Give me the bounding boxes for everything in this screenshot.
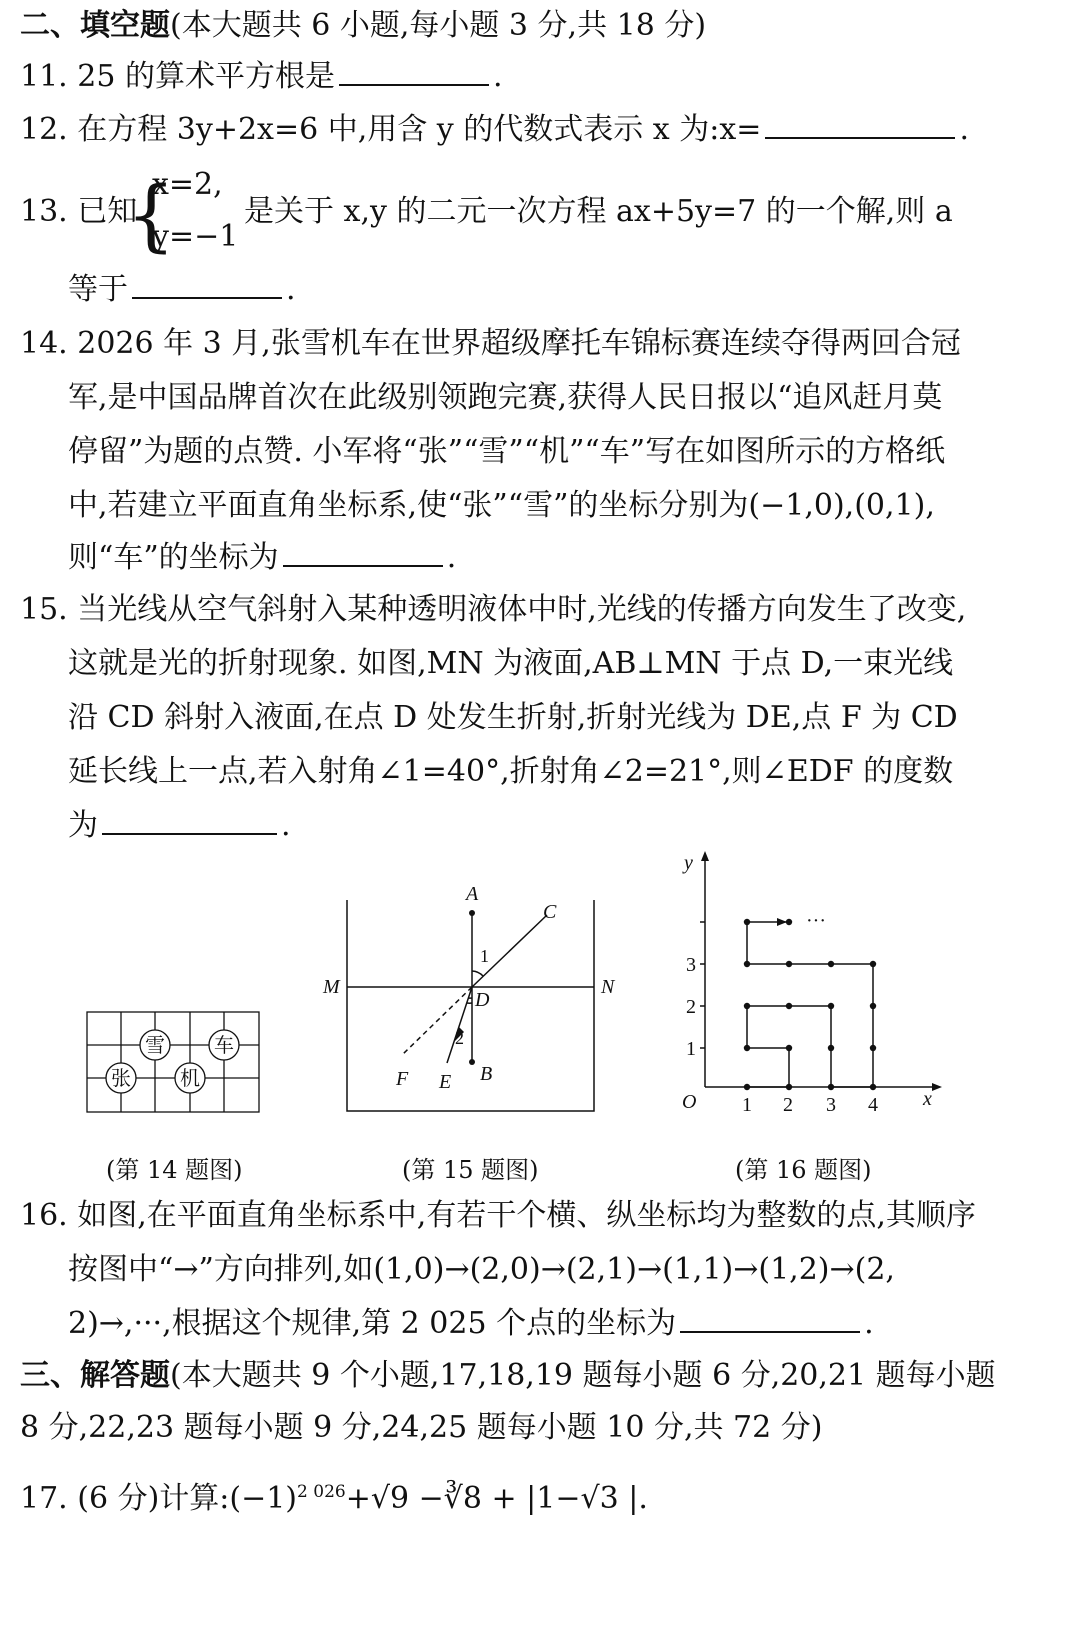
q17-prefix: 17. (6 分)计算:(−1) [20, 1481, 298, 1516]
system-eq-1: x=2, [152, 167, 223, 202]
q11-end: . [492, 59, 503, 94]
section3-title: 三、解答题 [20, 1358, 170, 1393]
q16-line2: 按图中“→”方向排列,如(1,0)→(2,0)→(2,1)→(1,1)→(1,2)→(2, [68, 1252, 895, 1287]
section3-note: (本大题共 9 个小题,17,18,19 题每小题 6 分,20,21 题每小题 [170, 1358, 996, 1393]
tick-y-2: 2 [686, 996, 696, 1018]
q15-line2: 这就是光的折射现象. 如图,MN 为液面,AB⊥MN 于点 D,一束光线 [68, 646, 954, 681]
tick-x-4: 4 [868, 1094, 878, 1116]
figure-15-refraction [320, 880, 640, 1130]
section3-note-line2: 8 分,22,23 题每小题 9 分,24,25 题每小题 10 分,共 72 分) [20, 1410, 823, 1445]
continuation-dots: ··· [806, 910, 826, 932]
q17-expression: +√9 −∛8 + |1−√3 | [345, 1481, 639, 1516]
system-eq-2: y=−1 [152, 219, 239, 254]
q15-end: . [281, 808, 291, 843]
q16-line3 [68, 1304, 874, 1344]
q13-line2-text: 等于 [68, 272, 128, 307]
q14-line4: 中,若建立平面直角坐标系,使“张”“雪”的坐标分别为(−1,0),(0,1), [68, 488, 935, 523]
q16-line1: 16. 如图,在平面直角坐标系中,有若干个横、纵坐标均为整数的点,其顺序 [20, 1198, 976, 1233]
label-E: E [439, 1071, 452, 1093]
q17-end: . [638, 1481, 648, 1516]
question-12 [20, 110, 969, 150]
figure-15-caption: (第 15 题图) [402, 1156, 539, 1184]
label-F: F [396, 1068, 409, 1090]
axis-x-label: x [923, 1088, 932, 1110]
section2-note: (本大题共 6 小题,每小题 3 分,共 18 分) [170, 8, 707, 43]
q12-end: . [959, 112, 969, 147]
question-13-line1 [20, 192, 137, 232]
question-13-line2 [68, 270, 296, 310]
q14-line5-text: 则“车”的坐标为 [68, 540, 279, 575]
figure-14-caption: (第 14 题图) [106, 1156, 243, 1184]
q13-rest: 是关于 x,y 的二元一次方程 ax+5y=7 的一个解,则 a [244, 194, 953, 229]
answer-blank-11[interactable] [339, 58, 489, 86]
q13-end: . [286, 272, 296, 307]
q12-text: 12. 在方程 3y+2x=6 中,用含 y 的代数式表示 x 为:x= [20, 112, 762, 147]
char-ji: 机 [180, 1068, 200, 1090]
q14-line1: 14. 2026 年 3 月,张雪机车在世界超级摩托车锦标赛连续夺得两回合冠 [20, 326, 961, 361]
tick-x-2: 2 [783, 1094, 793, 1116]
q15-line1: 15. 当光线从空气斜射入某种透明液体中时,光线的传播方向发生了改变, [20, 592, 967, 627]
figure-14-grid [86, 1010, 266, 1116]
char-xue: 雪 [145, 1035, 165, 1057]
answer-blank-12[interactable] [765, 111, 955, 139]
label-C: C [543, 901, 557, 923]
section2-header [20, 6, 706, 46]
q15-line4: 延长线上一点,若入射角∠1=40°,折射角∠2=21°,则∠EDF 的度数 [68, 754, 954, 789]
label-A: A [466, 883, 479, 905]
q15-line5-text: 为 [68, 808, 98, 843]
q13-prefix: 13. 已知 [20, 194, 138, 229]
q14-line2: 军,是中国品牌首次在此级别领跑完赛,获得人民日报以“追风赶月莫 [68, 380, 943, 415]
char-che: 车 [214, 1035, 234, 1057]
angle-1-label: 1 [480, 946, 489, 966]
char-zhang: 张 [111, 1068, 131, 1090]
tick-y-1: 1 [686, 1038, 696, 1060]
q14-end: . [446, 540, 457, 575]
label-D: D [475, 989, 490, 1011]
figure-16-caption: (第 16 题图) [735, 1156, 872, 1184]
figure-16-spiral [670, 845, 950, 1125]
answer-blank-13[interactable] [132, 271, 282, 299]
answer-blank-16[interactable] [680, 1305, 860, 1333]
label-N: N [601, 976, 615, 998]
axis-y-label: y [684, 852, 693, 874]
brace-glyph: { [126, 171, 176, 261]
label-B: B [480, 1063, 493, 1085]
q15-line5 [68, 806, 291, 846]
q14-line3: 停留”为题的点赞. 小军将“张”“雪”“机”“车”写在如图所示的方格纸 [68, 434, 946, 469]
question-17 [20, 1472, 648, 1519]
q16-line3-text: 2)→,···,根据这个规律,第 2 025 个点的坐标为 [68, 1306, 677, 1341]
tick-x-1: 1 [742, 1094, 752, 1116]
q11-text: 11. 25 的算术平方根是 [20, 59, 335, 94]
section3-header [20, 1356, 996, 1396]
tick-x-3: 3 [826, 1094, 836, 1116]
tick-y-3: 3 [686, 954, 696, 976]
q15-line3: 沿 CD 斜射入液面,在点 D 处发生折射,折射光线为 DE,点 F 为 CD [68, 700, 958, 735]
label-M: M [323, 976, 340, 998]
origin-label: O [682, 1091, 697, 1113]
angle-2-label: 2 [455, 1028, 464, 1048]
section2-title: 二、填空题 [20, 8, 170, 43]
answer-blank-15[interactable] [102, 807, 277, 835]
q14-line5 [68, 538, 456, 578]
answer-blank-14[interactable] [283, 539, 443, 567]
q17-exponent: 2 026 [297, 1482, 346, 1502]
q16-end: . [864, 1306, 874, 1341]
question-11 [20, 57, 503, 97]
